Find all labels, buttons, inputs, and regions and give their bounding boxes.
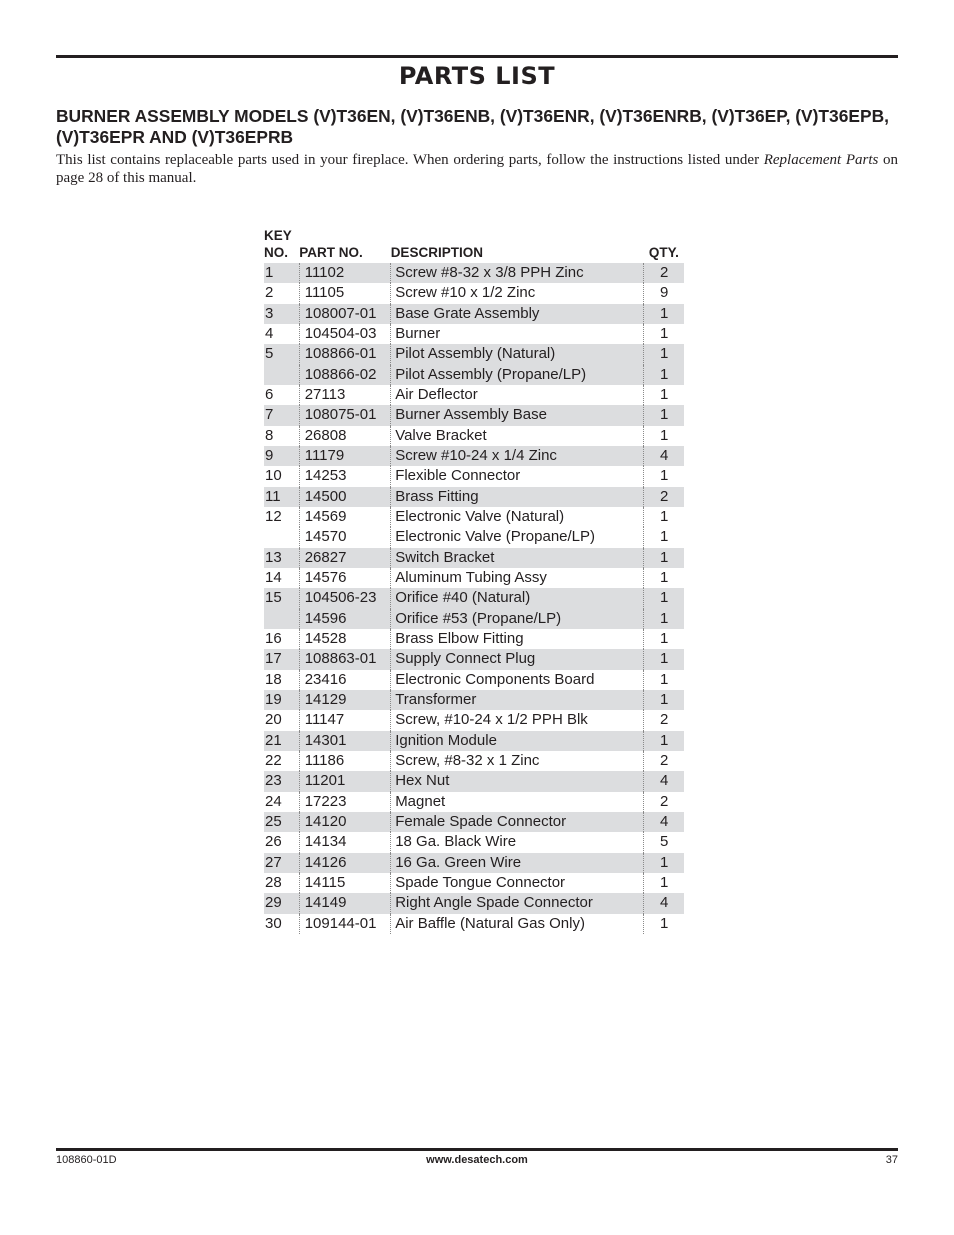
cell-qty: 1 (644, 588, 684, 608)
table-row (264, 365, 684, 385)
cell-qty: 1 (644, 405, 684, 425)
top-rule (56, 55, 898, 58)
header-qty: QTY. (648, 245, 679, 260)
table-row (264, 771, 684, 791)
cell-key-no: 5 (264, 344, 299, 364)
table-row (264, 324, 684, 344)
table-row (264, 649, 684, 669)
cell-part-no: 108866-01 (299, 344, 390, 364)
table-row (264, 466, 684, 486)
cell-qty: 2 (644, 487, 684, 507)
cell-description: Electronic Components Board (391, 670, 644, 690)
cell-part-no: 14120 (299, 812, 390, 832)
intro-text-before: This list contains replaceable parts used in your fireplace. When ordering parts, follow the instructions listed under (56, 152, 764, 168)
header-key-line1: KEY (264, 228, 292, 243)
table-row (264, 283, 684, 303)
cell-part-no: 11147 (299, 710, 390, 730)
cell-key-no (264, 365, 299, 385)
cell-part-no: 14596 (299, 609, 390, 629)
cell-part-no: 27113 (299, 385, 390, 405)
cell-description: Right Angle Spade Connector (391, 893, 644, 913)
cell-description: 16 Ga. Green Wire (391, 853, 644, 873)
cell-qty: 2 (644, 710, 684, 730)
cell-qty: 1 (644, 548, 684, 568)
cell-description: Brass Fitting (391, 487, 644, 507)
cell-description: 18 Ga. Black Wire (391, 832, 644, 852)
cell-qty: 1 (644, 873, 684, 893)
cell-qty: 5 (644, 832, 684, 852)
cell-qty: 2 (644, 792, 684, 812)
table-row (264, 568, 684, 588)
cell-part-no: 14134 (299, 832, 390, 852)
cell-qty: 1 (644, 507, 684, 527)
cell-qty: 1 (644, 304, 684, 324)
table-row (264, 385, 684, 405)
cell-key-no: 29 (264, 893, 299, 913)
cell-description: Base Grate Assembly (391, 304, 644, 324)
cell-key-no: 21 (264, 731, 299, 751)
cell-description: Burner (391, 324, 644, 344)
cell-part-no: 17223 (299, 792, 390, 812)
cell-qty: 4 (644, 446, 684, 466)
cell-description: Screw #8-32 x 3/8 PPH Zinc (391, 263, 644, 283)
cell-qty: 1 (644, 690, 684, 710)
table-row (264, 405, 684, 425)
cell-description: Pilot Assembly (Propane/LP) (391, 365, 644, 385)
cell-description: Brass Elbow Fitting (391, 629, 644, 649)
cell-key-no: 24 (265, 792, 282, 810)
table-row (264, 670, 684, 690)
cell-qty: 1 (644, 365, 684, 385)
cell-key-no: 4 (265, 325, 274, 343)
parts-table-body (264, 263, 684, 934)
cell-qty: 1 (644, 649, 684, 669)
cell-description: Screw #10 x 1/2 Zinc (391, 283, 644, 303)
cell-key-no: 14 (265, 569, 282, 587)
cell-part-no: 14129 (299, 690, 390, 710)
cell-key-no: 16 (265, 630, 282, 648)
table-row (264, 751, 684, 771)
cell-part-no: 11201 (299, 771, 390, 791)
cell-description: Electronic Valve (Natural) (391, 507, 644, 527)
cell-description: Switch Bracket (391, 548, 644, 568)
table-row (264, 893, 684, 913)
cell-qty: 1 (644, 385, 684, 405)
cell-key-no: 6 (265, 386, 274, 404)
table-row (264, 487, 684, 507)
cell-description: Valve Bracket (391, 426, 644, 446)
table-row (264, 263, 684, 283)
cell-key-no: 7 (264, 405, 299, 425)
cell-description: Pilot Assembly (Natural) (391, 344, 644, 364)
cell-part-no: 14301 (299, 731, 390, 751)
table-row (264, 629, 684, 649)
cell-part-no: 104506-23 (299, 588, 390, 608)
table-row (264, 548, 684, 568)
cell-key-no: 10 (265, 467, 282, 485)
cell-description: Magnet (391, 792, 644, 812)
cell-part-no: 14569 (299, 507, 390, 527)
table-row (264, 527, 684, 547)
cell-part-no: 109144-01 (299, 914, 390, 934)
cell-part-no: 104504-03 (299, 324, 390, 344)
cell-description: Air Baffle (Natural Gas Only) (391, 914, 644, 934)
header-part-no: PART NO. (299, 245, 363, 260)
table-row (264, 873, 684, 893)
cell-qty: 1 (644, 731, 684, 751)
cell-part-no: 11105 (299, 283, 390, 303)
cell-part-no: 108075-01 (299, 405, 390, 425)
cell-part-no: 14500 (299, 487, 390, 507)
intro-text-after: on page 28 of this manual. (56, 152, 899, 186)
table-row (264, 609, 684, 629)
cell-description: Supply Connect Plug (391, 649, 644, 669)
cell-qty: 1 (644, 426, 684, 446)
table-row (264, 304, 684, 324)
cell-description: Female Spade Connector (391, 812, 644, 832)
cell-part-no: 11186 (299, 751, 390, 771)
page-title: PARTS LIST (398, 62, 556, 90)
table-row (264, 690, 684, 710)
cell-description: Orifice #53 (Propane/LP) (391, 609, 644, 629)
table-row (264, 731, 684, 751)
cell-description: Burner Assembly Base (391, 405, 644, 425)
cell-qty: 4 (644, 893, 684, 913)
section-heading: BURNER ASSEMBLY MODELS (V)T36EN, (V)T36ENB, (V)T36ENR, (V)T36ENRB, (V)T36EP, (V)T36EPB, (V)T36EPR AND (V)T36EPRB (56, 106, 889, 147)
cell-part-no: 14149 (299, 893, 390, 913)
cell-part-no: 14570 (299, 527, 390, 547)
cell-key-no (264, 527, 299, 547)
table-row (264, 914, 684, 934)
cell-key-no: 26 (265, 833, 282, 851)
cell-description: Aluminum Tubing Assy (391, 568, 644, 588)
table-row (264, 507, 684, 527)
cell-key-no: 20 (265, 711, 282, 729)
cell-part-no: 108863-01 (299, 649, 390, 669)
table-row (264, 446, 684, 466)
table-row (264, 792, 684, 812)
cell-key-no: 25 (264, 812, 299, 832)
cell-key-no: 19 (264, 690, 299, 710)
table-row (264, 832, 684, 852)
footer-doc-number: 108860-01D (56, 1154, 117, 1166)
cell-key-no: 9 (264, 446, 299, 466)
cell-qty: 4 (644, 771, 684, 791)
cell-key-no: 1 (264, 263, 299, 283)
cell-qty: 1 (644, 629, 684, 649)
cell-part-no: 14115 (299, 873, 390, 893)
table-row (264, 710, 684, 730)
intro-emphasis: Replacement Parts (763, 152, 879, 168)
cell-part-no: 26808 (299, 426, 390, 446)
cell-qty: 1 (644, 324, 684, 344)
cell-key-no: 13 (264, 548, 299, 568)
cell-description: Electronic Valve (Propane/LP) (391, 527, 644, 547)
cell-key-no: 3 (264, 304, 299, 324)
cell-part-no: 108007-01 (299, 304, 390, 324)
cell-qty: 2 (644, 751, 684, 771)
cell-part-no: 108866-02 (299, 365, 390, 385)
cell-description: Screw #10-24 x 1/4 Zinc (391, 446, 644, 466)
cell-key-no: 22 (265, 752, 282, 770)
cell-description: Hex Nut (391, 771, 644, 791)
cell-key-no: 23 (264, 771, 299, 791)
cell-qty: 1 (644, 466, 684, 486)
cell-part-no: 14528 (299, 629, 390, 649)
cell-key-no: 17 (264, 649, 299, 669)
header-description: DESCRIPTION (390, 245, 483, 260)
cell-qty: 2 (644, 263, 684, 283)
cell-key-no: 28 (265, 874, 282, 891)
cell-key-no: 12 (265, 508, 282, 526)
cell-qty: 1 (644, 344, 684, 364)
table-row (264, 812, 684, 832)
cell-qty: 9 (644, 283, 684, 303)
cell-part-no: 14253 (299, 466, 390, 486)
bottom-rule (56, 1148, 898, 1151)
table-header-row (264, 227, 684, 263)
cell-part-no: 11102 (299, 263, 390, 283)
cell-qty: 1 (644, 853, 684, 873)
cell-qty: 1 (644, 670, 684, 690)
header-key-no (264, 227, 299, 263)
cell-key-no: 15 (264, 588, 299, 608)
cell-description: Ignition Module (391, 731, 644, 751)
cell-part-no: 23416 (299, 670, 390, 690)
parts-table (264, 227, 684, 934)
cell-key-no: 30 (265, 914, 282, 932)
cell-key-no: 8 (265, 426, 274, 444)
cell-qty: 1 (644, 914, 684, 934)
intro-paragraph (56, 151, 898, 187)
cell-description: Air Deflector (391, 385, 644, 405)
table-row (264, 426, 684, 446)
cell-part-no: 11179 (299, 446, 390, 466)
cell-part-no: 14576 (299, 568, 390, 588)
cell-qty: 1 (644, 568, 684, 588)
cell-description: Spade Tongue Connector (391, 873, 644, 893)
cell-key-no: 11 (264, 487, 299, 507)
cell-key-no (264, 609, 299, 629)
table-row (264, 588, 684, 608)
cell-part-no: 14126 (299, 853, 390, 873)
header-key-line2: NO. (264, 245, 289, 260)
cell-qty: 1 (644, 527, 684, 547)
cell-key-no: 27 (264, 853, 299, 873)
cell-key-no: 2 (265, 284, 274, 302)
cell-part-no: 26827 (299, 548, 390, 568)
cell-qty: 1 (644, 609, 684, 629)
cell-description: Transformer (391, 690, 644, 710)
footer-page-number: 37 (885, 1154, 898, 1166)
table-row (264, 344, 684, 364)
table-row (264, 853, 684, 873)
cell-key-no: 18 (265, 670, 282, 688)
footer-website: www.desatech.com (426, 1154, 528, 1166)
cell-description: Screw, #8-32 x 1 Zinc (391, 751, 644, 771)
cell-description: Orifice #40 (Natural) (391, 588, 644, 608)
cell-qty: 4 (644, 812, 684, 832)
cell-description: Screw, #10-24 x 1/2 PPH Blk (391, 710, 644, 730)
cell-description: Flexible Connector (391, 466, 644, 486)
